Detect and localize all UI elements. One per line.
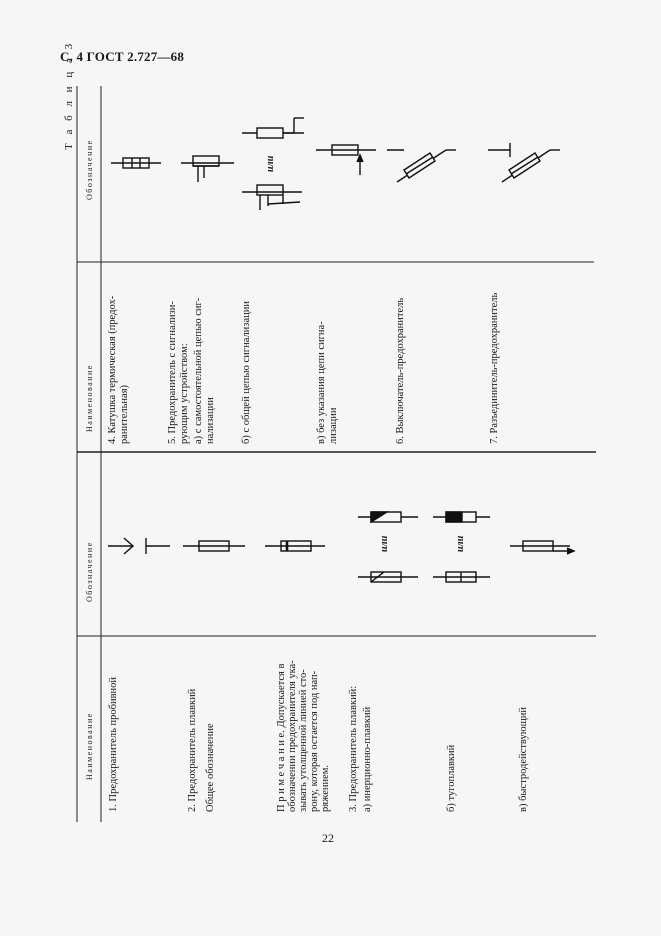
row-2-subname: Общее обозначение <box>205 723 216 812</box>
row-2-name: 2. Предохранитель плавкий <box>187 688 198 812</box>
fuse-general-symbol <box>183 541 245 551</box>
refractory-fuse-symbol-1 <box>433 512 490 522</box>
row-3c-name: в) быстродействующий <box>518 707 529 812</box>
fast-fuse-symbol <box>510 541 574 554</box>
signal-fuse-independent-symbol <box>181 156 234 182</box>
col-header-symbol-left: Обозначение <box>85 541 94 602</box>
row-4-name: 4. Катушка термическая (предох- <box>107 295 118 444</box>
note-line-3: зывать утолщенной линией сто- <box>298 669 309 812</box>
note-line-5: ряжением. <box>320 764 331 812</box>
row-3b-name: б) тугоплавкий <box>446 744 457 812</box>
note-line-4: рону, которая остается под нап- <box>309 670 320 812</box>
row-5a-name-cont: нализации <box>205 397 216 444</box>
or-label-3a: или <box>379 535 390 552</box>
row-5-name: 5. Предохранитель с сигнализи- <box>167 301 178 444</box>
switch-fuse-symbol <box>387 150 456 182</box>
row-4-name-cont: ранительная) <box>119 384 130 444</box>
row-6-name: 6. Выключатель-предохранитель <box>395 297 406 444</box>
col-header-name-right: Наименование <box>85 364 94 432</box>
fuse-live-side-symbol <box>265 541 325 551</box>
refractory-fuse-symbol-2 <box>433 572 490 582</box>
col-header-symbol-right: Обозначение <box>85 139 94 200</box>
disconnector-fuse-symbol <box>488 143 560 182</box>
note-line-2: обозначении предохранителя ука- <box>287 660 298 812</box>
row-5a-name: а) с самостоятельной цепью сиг- <box>193 297 204 444</box>
row-5-name-cont: рующим устройством: <box>179 343 190 444</box>
row-1-name: 1. Предохранитель пробивной <box>108 676 119 812</box>
thermal-coil-symbol <box>111 158 161 168</box>
inertial-fuse-symbol-2 <box>358 572 418 582</box>
or-label-5b: или <box>265 155 276 172</box>
page-header: С. 4 ГОСТ 2.727—68 <box>60 49 185 64</box>
row-5c-name: в) без указания цепи сигна- <box>316 321 327 444</box>
row-5c-name-cont: лизации <box>328 407 339 444</box>
col-header-name-left: Наименование <box>85 712 94 780</box>
table-label: Т а б л и ц а 3 <box>63 40 75 150</box>
note-line-1: П р и м е ч а н и е. Допускается в <box>276 663 287 812</box>
breakdown-fuse-symbol <box>108 538 170 554</box>
row-3-name: 3. Предохранитель плавкий: <box>348 685 359 812</box>
inertial-fuse-symbol-1 <box>358 512 418 522</box>
signal-fuse-common-symbol-1 <box>242 118 304 138</box>
page-number: 22 <box>322 831 334 845</box>
or-label-3b: или <box>455 535 466 552</box>
row-5b-name: б) с общей цепью сигнализации <box>241 301 252 444</box>
signal-fuse-common-symbol-2 <box>242 185 302 210</box>
signal-fuse-unspecified-symbol <box>316 145 376 175</box>
row-3a-name: а) инерционно-плавкий <box>362 706 373 812</box>
row-7-name: 7. Разъединитель-предохранитель <box>489 292 500 444</box>
